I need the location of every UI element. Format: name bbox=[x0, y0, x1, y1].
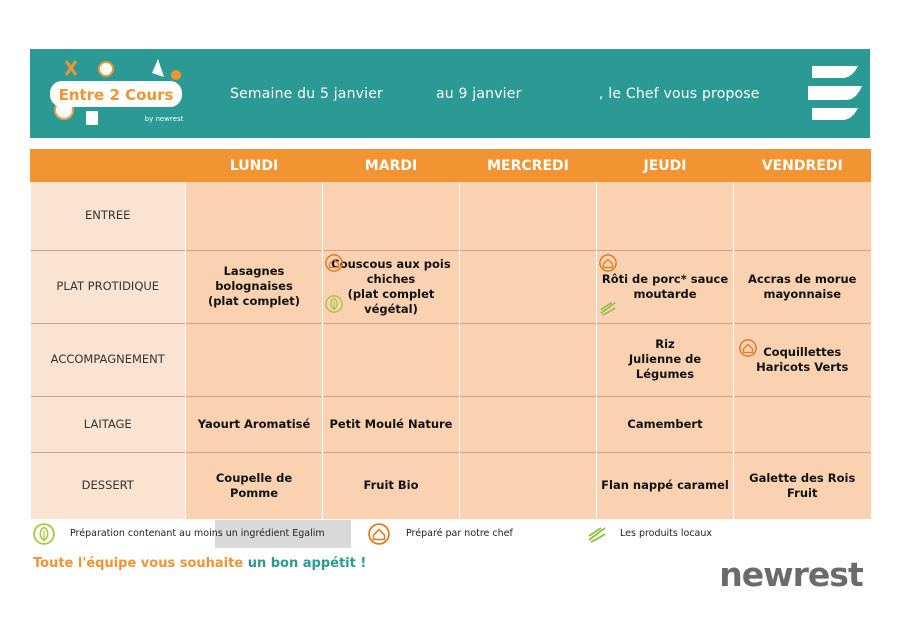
menu-cell bbox=[323, 323, 460, 396]
local-products-icon bbox=[599, 299, 617, 317]
menu-cell bbox=[323, 250, 460, 323]
row-label: LAITAGE bbox=[31, 396, 186, 452]
svg-text:Entre 2 Cours: Entre 2 Cours bbox=[58, 86, 174, 104]
row-label: ENTREE bbox=[31, 182, 186, 250]
menu-cell bbox=[460, 250, 597, 323]
legend-egalim-text: Préparation contenant au moins un ingrédient Egalim bbox=[70, 528, 325, 539]
legend bbox=[30, 520, 870, 548]
svg-text:newrest: newrest bbox=[719, 556, 863, 592]
chef-house-icon bbox=[368, 523, 390, 545]
menu-cell bbox=[597, 323, 734, 396]
menu-cell: Fruit Bio bbox=[323, 452, 460, 519]
menu-cell bbox=[323, 182, 460, 250]
footer-message: Toute l'équipe vous souhaite un bon appétit ! bbox=[33, 556, 367, 571]
menu-cell: Camembert bbox=[597, 396, 734, 452]
menu-cell bbox=[597, 182, 734, 250]
menu-cell bbox=[734, 182, 871, 250]
corner-cell bbox=[31, 149, 186, 182]
menu-cell bbox=[460, 452, 597, 519]
chef-house-icon bbox=[599, 254, 617, 272]
legend-chef-text: Préparé par notre chef bbox=[406, 528, 513, 539]
day-header-jeudi: JEUDI bbox=[597, 149, 734, 182]
day-header-lundi: LUNDI bbox=[186, 149, 323, 182]
dish-text: Lasagnes bolognaises (plat complet) bbox=[207, 264, 301, 308]
menu-cell bbox=[460, 323, 597, 396]
menu-cell bbox=[186, 182, 323, 250]
menu-cell bbox=[597, 250, 734, 323]
menu-cell: Yaourt Aromatisé bbox=[186, 396, 323, 452]
menu-cell: Galette des Rois Fruit bbox=[734, 452, 871, 519]
menu-cell bbox=[460, 396, 597, 452]
menu-cell: Coupelle de Pomme bbox=[186, 452, 323, 519]
row-label: DESSERT bbox=[31, 452, 186, 519]
newrest-stripes-icon bbox=[806, 62, 862, 124]
weekly-menu-table bbox=[30, 149, 871, 519]
menu-cell bbox=[186, 250, 323, 323]
day-header-mercredi: MERCREDI bbox=[460, 149, 597, 182]
row-entree bbox=[31, 182, 871, 250]
newrest-logo bbox=[716, 556, 866, 592]
menu-cell bbox=[734, 396, 871, 452]
menu-cell bbox=[734, 323, 871, 396]
local-products-icon bbox=[586, 524, 608, 544]
dish-text: Rôti de porc* sauce moutarde bbox=[601, 271, 729, 301]
day-header-row bbox=[31, 149, 871, 182]
menu-cell: Flan nappé caramel bbox=[597, 452, 734, 519]
menu-cell bbox=[460, 182, 597, 250]
chef-house-icon bbox=[739, 339, 757, 357]
dish-text: Coquillettes Haricots Verts bbox=[756, 344, 849, 374]
egalim-leaf-icon bbox=[325, 295, 343, 313]
day-header-mardi: MARDI bbox=[323, 149, 460, 182]
menu-cell bbox=[734, 250, 871, 323]
row-label: ACCOMPAGNEMENT bbox=[31, 323, 186, 396]
menu-cell: Petit Moulé Nature bbox=[323, 396, 460, 452]
menu-cell bbox=[186, 323, 323, 396]
row-accompagnement bbox=[31, 323, 871, 396]
egalim-leaf-icon bbox=[33, 523, 55, 545]
svg-text:by newrest: by newrest bbox=[144, 115, 184, 123]
entre-2-cours-logo bbox=[46, 55, 186, 131]
dish-text: Accras de morue mayonnaise bbox=[748, 271, 857, 301]
legend-local-text: Les produits locaux bbox=[620, 528, 713, 539]
chef-tagline: , le Chef vous propose bbox=[599, 86, 760, 102]
row-laitage bbox=[31, 396, 871, 452]
row-plat-protidique bbox=[31, 250, 871, 323]
week-start: Semaine du 5 janvier bbox=[230, 86, 383, 102]
row-dessert bbox=[31, 452, 871, 519]
week-end: au 9 janvier bbox=[436, 86, 522, 102]
dish-text: Riz Julienne de Légumes bbox=[628, 337, 702, 381]
chef-house-icon bbox=[325, 254, 343, 272]
row-label: PLAT PROTIDIQUE bbox=[31, 250, 186, 323]
dish-text: Couscous aux pois chiches (plat complet végétal) bbox=[331, 256, 451, 316]
header-banner bbox=[30, 49, 870, 138]
day-header-vendredi: VENDREDI bbox=[734, 149, 871, 182]
